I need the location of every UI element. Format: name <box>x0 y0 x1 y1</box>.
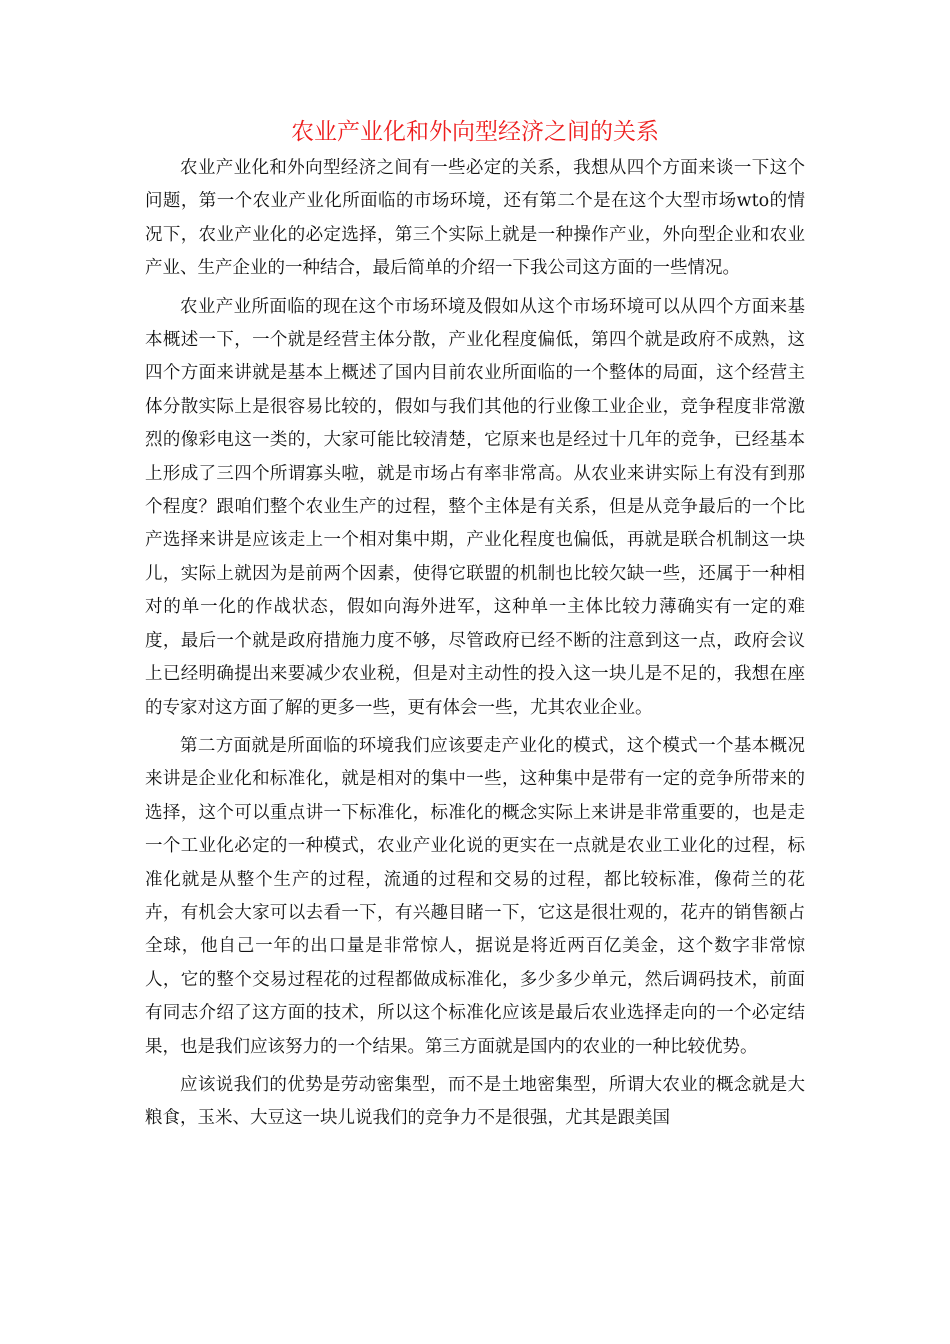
document-body <box>145 152 805 1141</box>
paragraph-1: 农业产业化和外向型经济之间有一些必定的关系，我想从四个方面来谈一下这个问题，第一个农业产业化所面临的市场环境，还有第二个是在这个大型市场wto的情况下，农业产业化的必定选择，第三个实际上就是一种操作产业，外向型企业和农业产业、生产企业的一种结合，最后简单的介绍一下我公司这方面的一些情况。 <box>145 158 805 279</box>
document-title: 农业产业化和外向型经济之间的关系 <box>291 119 659 145</box>
paragraph-4: 应该说我们的优势是劳动密集型，而不是土地密集型，所谓大农业的概念就是大粮食，玉米、大豆这一块儿说我们的竞争力不是很强，尤其是跟美国 <box>145 1074 805 1129</box>
paragraph-3: 第二方面就是所面临的环境我们应该要走产业化的模式，这个模式一个基本概况来讲是企业化和标准化，就是相对的集中一些，这种集中是带有一定的竞争所带来的选择，这个可以重点讲一下标准化，标准化的概念实际上来讲是非常重要的，也是走一个工业化必定的一种模式，农业产业化说的更实在一点就是农业工业化的过程，标准化就是从整个生产的过程，流通的过程和交易的过程，都比较标准，像荷兰的花卉，有机会大家可以去看一下，有兴趣目睹一下，它这是很壮观的，花卉的销售额占全球，他自己一年的出口量是非常惊人，据说是将近两百亿美金，这个数字非常惊人，它的整个交易过程花的过程都做成标准化，多少多少单元，然后调码技术，前面有同志介绍了这方面的技术，所以这个标准化应该是最后农业选择走向的一个必定结果，也是我们应该努力的一个结果。第三方面就是国内的农业的一种比较优势。 <box>145 735 805 1057</box>
paragraph-2: 农业产业所面临的现在这个市场环境及假如从这个市场环境可以从四个方面来基本概述一下，一个就是经营主体分散，产业化程度偏低，第四个就是政府不成熟，这四个方面来讲就是基本上概述了国内目前农业所面临的一个整体的局面，这个经营主体分散实际上是很容易比较的，假如与我们其他的行业像工业企业，竞争程度非常激烈的像彩电这一类的，大家可能比较清楚，它原来也是经过十几年的竞争，已经基本上形成了三四个所谓寡头啦，就是市场占有率非常高。从农业来讲实际上有没有到那个程度？跟咱们整个农业生产的过程，整个主体是有关系，但是从竞争最后的一个比产选择来讲是应该走上一个相对集中期，产业化程度也偏低，再就是联合机制这一块儿，实际上就因为是前两个因素，使得它联盟的机制也比较欠缺一些，还属于一种相对的单一化的作战状态，假如向海外进军，这种单一主体比较力薄确实有一定的难度，最后一个就是政府措施力度不够，尽管政府已经不断的注意到这一点，政府会议上已经明确提出来要减少农业税，但是对主动性的投入这一块儿是不足的，我想在座的专家对这方面了解的更多一些，更有体会一些，尤其农业企业。 <box>145 296 805 718</box>
